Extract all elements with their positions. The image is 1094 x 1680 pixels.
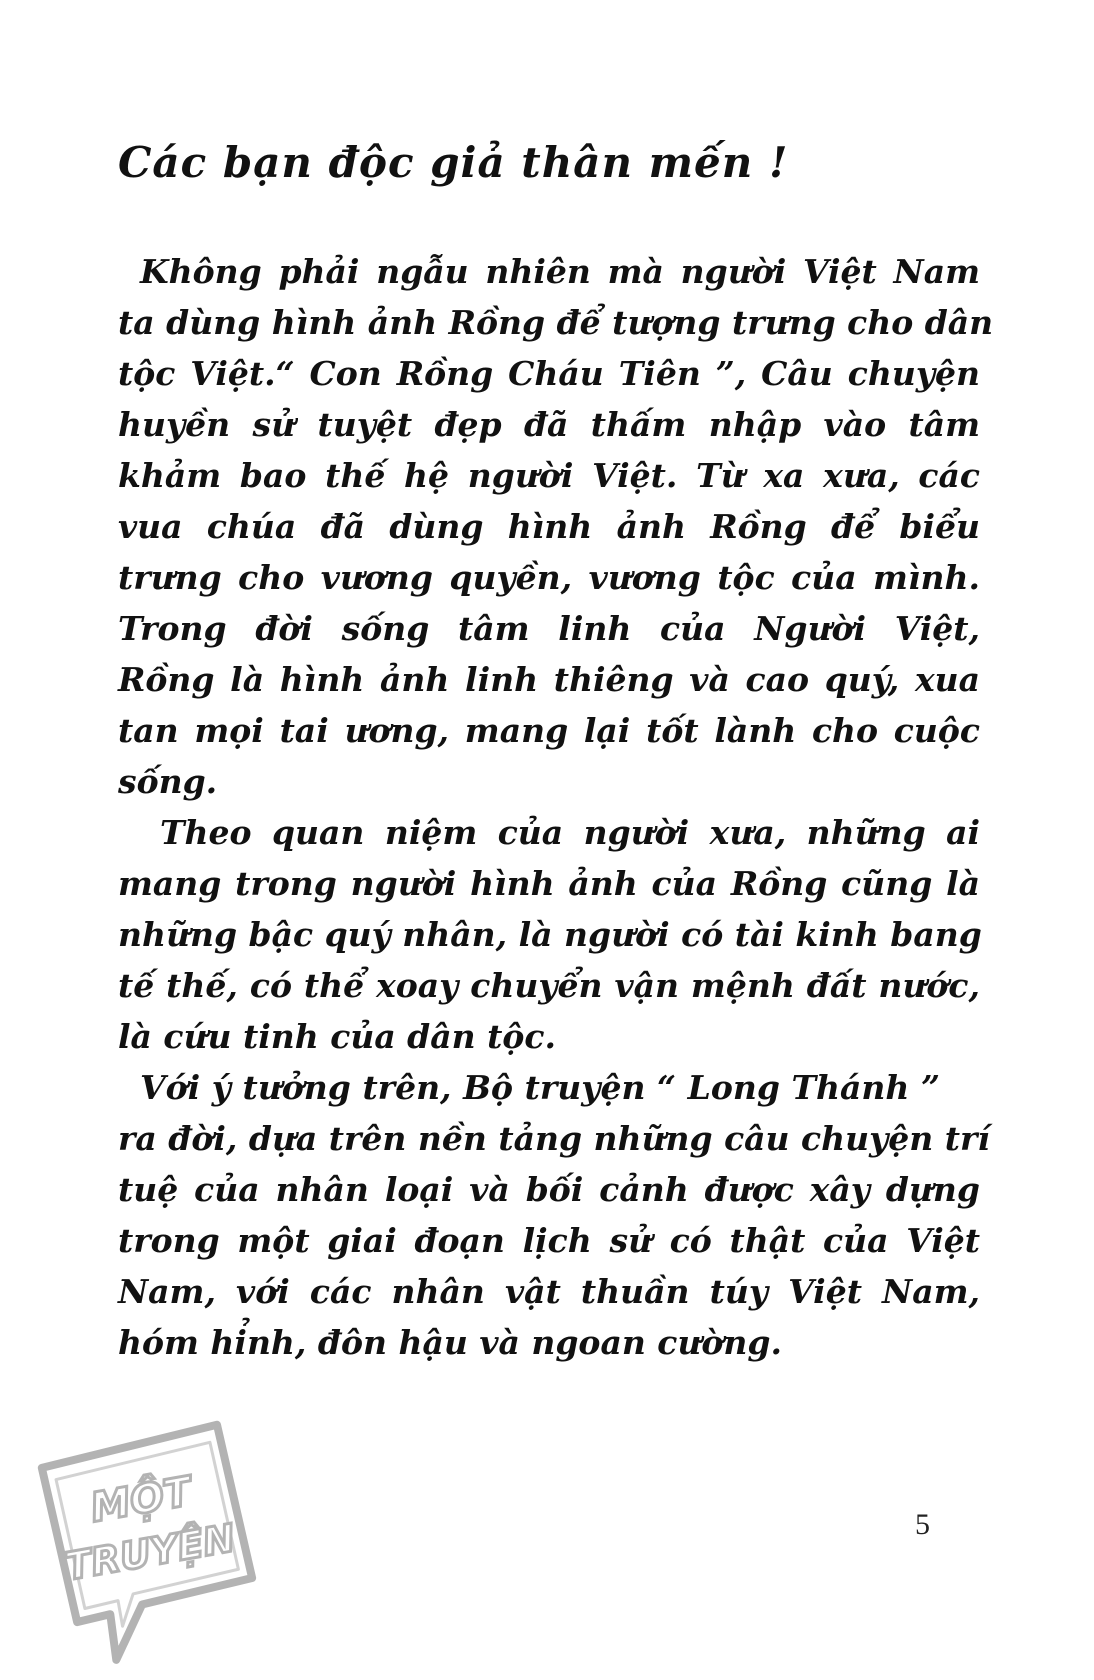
page-number: 5 bbox=[915, 1508, 930, 1541]
text-line: hóm hỉnh, đôn hậu và ngoan cường. bbox=[118, 1323, 782, 1362]
text-line: Nam, với các nhân vật thuần túy Việt Nam, bbox=[118, 1272, 980, 1311]
text-line: Trong đời sống tâm linh của Người Việt, bbox=[118, 609, 980, 648]
text-line: Theo quan niệm của người xưa, những ai bbox=[160, 813, 980, 852]
watermark-text-line2: TRUYỆN bbox=[61, 1515, 239, 1589]
text-line: những bậc quý nhân, là người có tài kinh bang bbox=[118, 915, 982, 954]
text-line: trưng cho vương quyền, vương tộc của mình. bbox=[118, 558, 980, 597]
text-line: trong một giai đoạn lịch sử có thật của Việt bbox=[118, 1221, 980, 1260]
text-line: ra đời, dựa trên nền tảng những câu chuyện trí bbox=[118, 1119, 990, 1158]
text-line: sống. bbox=[118, 762, 218, 801]
greeting-heading: Các bạn độc giả thân mến ! bbox=[118, 138, 789, 187]
text-line: vua chúa đã dùng hình ảnh Rồng để biểu bbox=[118, 507, 980, 546]
text-line: tuệ của nhân loại và bối cảnh được xây dựng bbox=[118, 1170, 980, 1209]
text-line: tộc Việt.“ Con Rồng Cháu Tiên ”, Câu chuyện bbox=[118, 354, 980, 393]
text-line: tan mọi tai ương, mang lại tốt lành cho cuộc bbox=[118, 711, 980, 750]
text-line: Rồng là hình ảnh linh thiêng và cao quý, xua bbox=[118, 660, 980, 699]
watermark-logo-icon bbox=[36, 1420, 266, 1665]
text-line: Không phải ngẫu nhiên mà người Việt Nam bbox=[140, 252, 980, 291]
text-line: là cứu tinh của dân tộc. bbox=[118, 1017, 556, 1056]
text-line: mang trong người hình ảnh của Rồng cũng là bbox=[118, 864, 980, 903]
watermark-text-line1: MỘT bbox=[87, 1468, 195, 1532]
text-line: tế thế, có thể xoay chuyển vận mệnh đất nước, bbox=[118, 966, 980, 1005]
text-line: Với ý tưởng trên, Bộ truyện “ Long Thánh ” bbox=[140, 1068, 940, 1107]
text-line: khảm bao thế hệ người Việt. Từ xa xưa, các bbox=[118, 456, 980, 495]
text-line: huyền sử tuyệt đẹp đã thấm nhập vào tâm bbox=[118, 405, 980, 444]
text-line: ta dùng hình ảnh Rồng để tượng trưng cho dân bbox=[118, 303, 994, 342]
